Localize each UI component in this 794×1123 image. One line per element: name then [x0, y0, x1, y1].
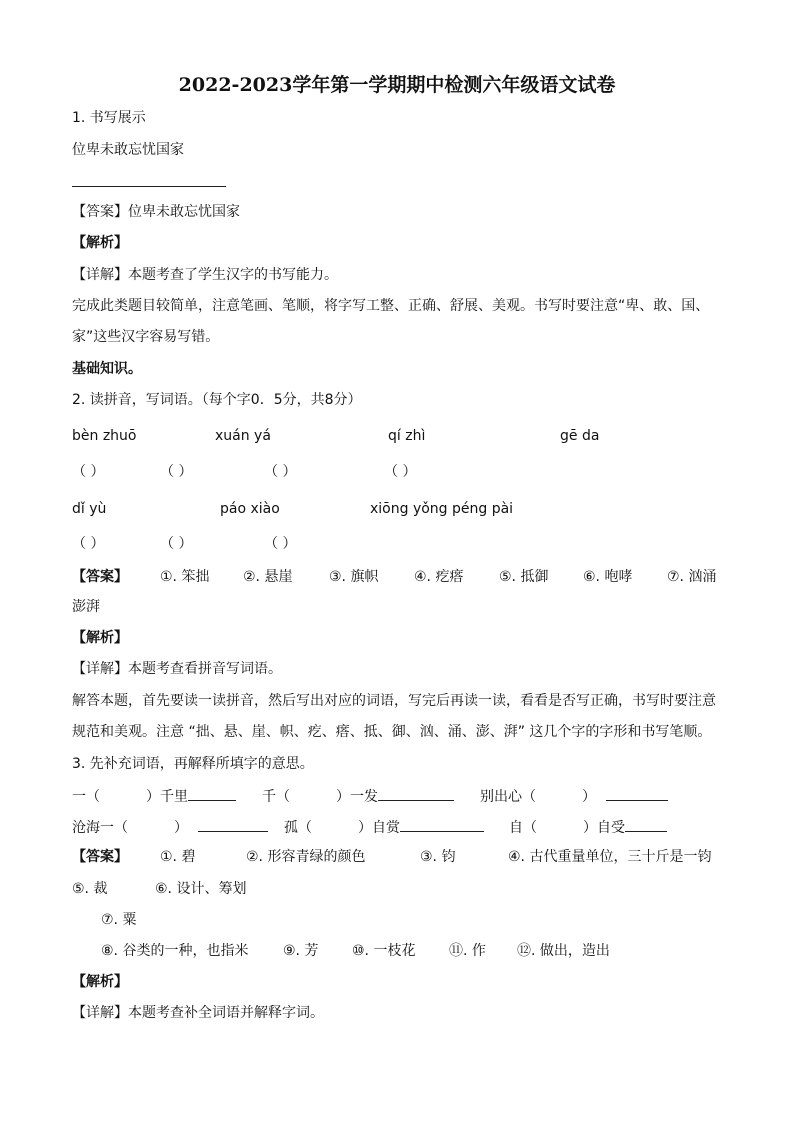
- idiom-2: 千（ ）一发: [262, 786, 454, 807]
- q1-text: 位卑未敢忘忧国家: [72, 142, 184, 158]
- q2-answer-1: ①. 笨拙: [160, 569, 210, 585]
- q2-answer-6: ⑥. 咆哮: [583, 569, 633, 585]
- q3-analysis: 【解析】: [72, 974, 128, 990]
- paren-5: （ ）: [72, 536, 105, 552]
- pinyin-3: qí zhì: [388, 428, 426, 444]
- q3-detail: 【详解】本题考查补全词语并解释字词。: [72, 1005, 324, 1021]
- q1-answer-line: [72, 186, 226, 187]
- paren-2: （ ）: [160, 464, 193, 480]
- paren-6: （ ）: [160, 536, 193, 552]
- idiom-6: 自（ ）自受: [509, 817, 667, 838]
- idiom-1: 一（ ）千里: [72, 786, 236, 807]
- q1-heading: 1. 书写展示: [72, 110, 146, 126]
- q2-analysis: 【解析】: [72, 630, 128, 646]
- pinyin-7: xiōng yǒng péng pài: [370, 501, 514, 517]
- paren-3: （ ）: [264, 464, 297, 480]
- q2-answer-7: ⑦. 汹涌: [667, 569, 717, 585]
- pinyin-6: páo xiào: [220, 501, 280, 517]
- q3-answer-8: ⑧. 谷类的一种，也指米: [101, 943, 249, 959]
- q1-explain-1: 完成此类题目较简单，注意笔画、笔顺，将字写工整、正确、舒展、美观。书写时要注意“卑、敢、国、: [72, 298, 710, 314]
- q1-answer: 【答案】位卑未敢忘忧国家: [72, 204, 240, 220]
- q3-answer-9: ⑨. 芳: [283, 943, 319, 959]
- q2-answer-5: ⑤. 抵御: [499, 569, 549, 585]
- q1-analysis: 【解析】: [72, 235, 128, 251]
- idiom-5: 孤（ ）自赏: [284, 817, 484, 838]
- paren-7: （ ）: [264, 536, 297, 552]
- q3-answer-10: ⑩. 一枝花: [352, 943, 416, 959]
- q1-detail: 【详解】本题考查了学生汉字的书写能力。: [72, 267, 338, 283]
- q2-answer-3: ③. 旗帜: [329, 569, 379, 585]
- pinyin-2: xuán yá: [215, 428, 271, 444]
- q2-answer-label: 【答案】: [72, 569, 128, 585]
- q3-answer-7: ⑦. 粟: [101, 912, 137, 928]
- q3-answer-1: ①. 碧: [160, 849, 196, 865]
- page-title: 2022-2023学年第一学期期中检测六年级语文试卷: [178, 74, 616, 96]
- idiom-3: 别出心（ ）: [480, 786, 668, 807]
- q2-detail: 【详解】本题考查看拼音写词语。: [72, 661, 282, 677]
- pinyin-5: dǐ yù: [72, 501, 107, 517]
- q2-answer-4: ④. 疙瘩: [414, 569, 464, 585]
- q1-explain-2: 家”这些汉字容易写错。: [72, 329, 220, 345]
- pinyin-1: bèn zhuō: [72, 428, 137, 444]
- q2-explain-1: 解答本题，首先要读一读拼音，然后写出对应的词语，写完后再读一读，看看是否写正确，书写时要注意: [72, 693, 716, 709]
- q2-answer-2: ②. 悬崖: [243, 569, 293, 585]
- q2-explain-2: 规范和美观。注意 “拙、悬、崖、帜、疙、瘩、抵、御、汹、涌、澎、湃” 这几个字的字形和书写笔顺。: [72, 724, 712, 740]
- q3-answer-4: ④. 古代重量单位，三十斤是一钧: [508, 849, 712, 865]
- q3-answer-2: ②. 形容青绿的颜色: [246, 849, 366, 865]
- pinyin-4: gē da: [560, 428, 600, 444]
- q3-heading: 3. 先补充词语，再解释所填字的意思。: [72, 756, 314, 772]
- q2-heading: 2. 读拼音，写词语。（每个字0．5分，共8分）: [72, 392, 362, 408]
- q3-answer-12: ⑫. 做出，造出: [517, 943, 610, 959]
- q3-answer-5: ⑤. 裁: [72, 881, 108, 897]
- paren-4: （ ）: [384, 464, 417, 480]
- q2-answer-wrap: 澎湃: [72, 599, 100, 615]
- idiom-4: 沧海一（ ）: [72, 817, 268, 838]
- paren-1: （ ）: [72, 464, 105, 480]
- q3-answer-11: ⑪. 作: [449, 943, 486, 959]
- q3-answer-6: ⑥. 设计、筹划: [155, 881, 247, 897]
- section-heading: 基础知识。: [72, 361, 142, 377]
- q3-answer-label: 【答案】: [72, 849, 128, 865]
- q3-answer-3: ③. 钧: [420, 849, 456, 865]
